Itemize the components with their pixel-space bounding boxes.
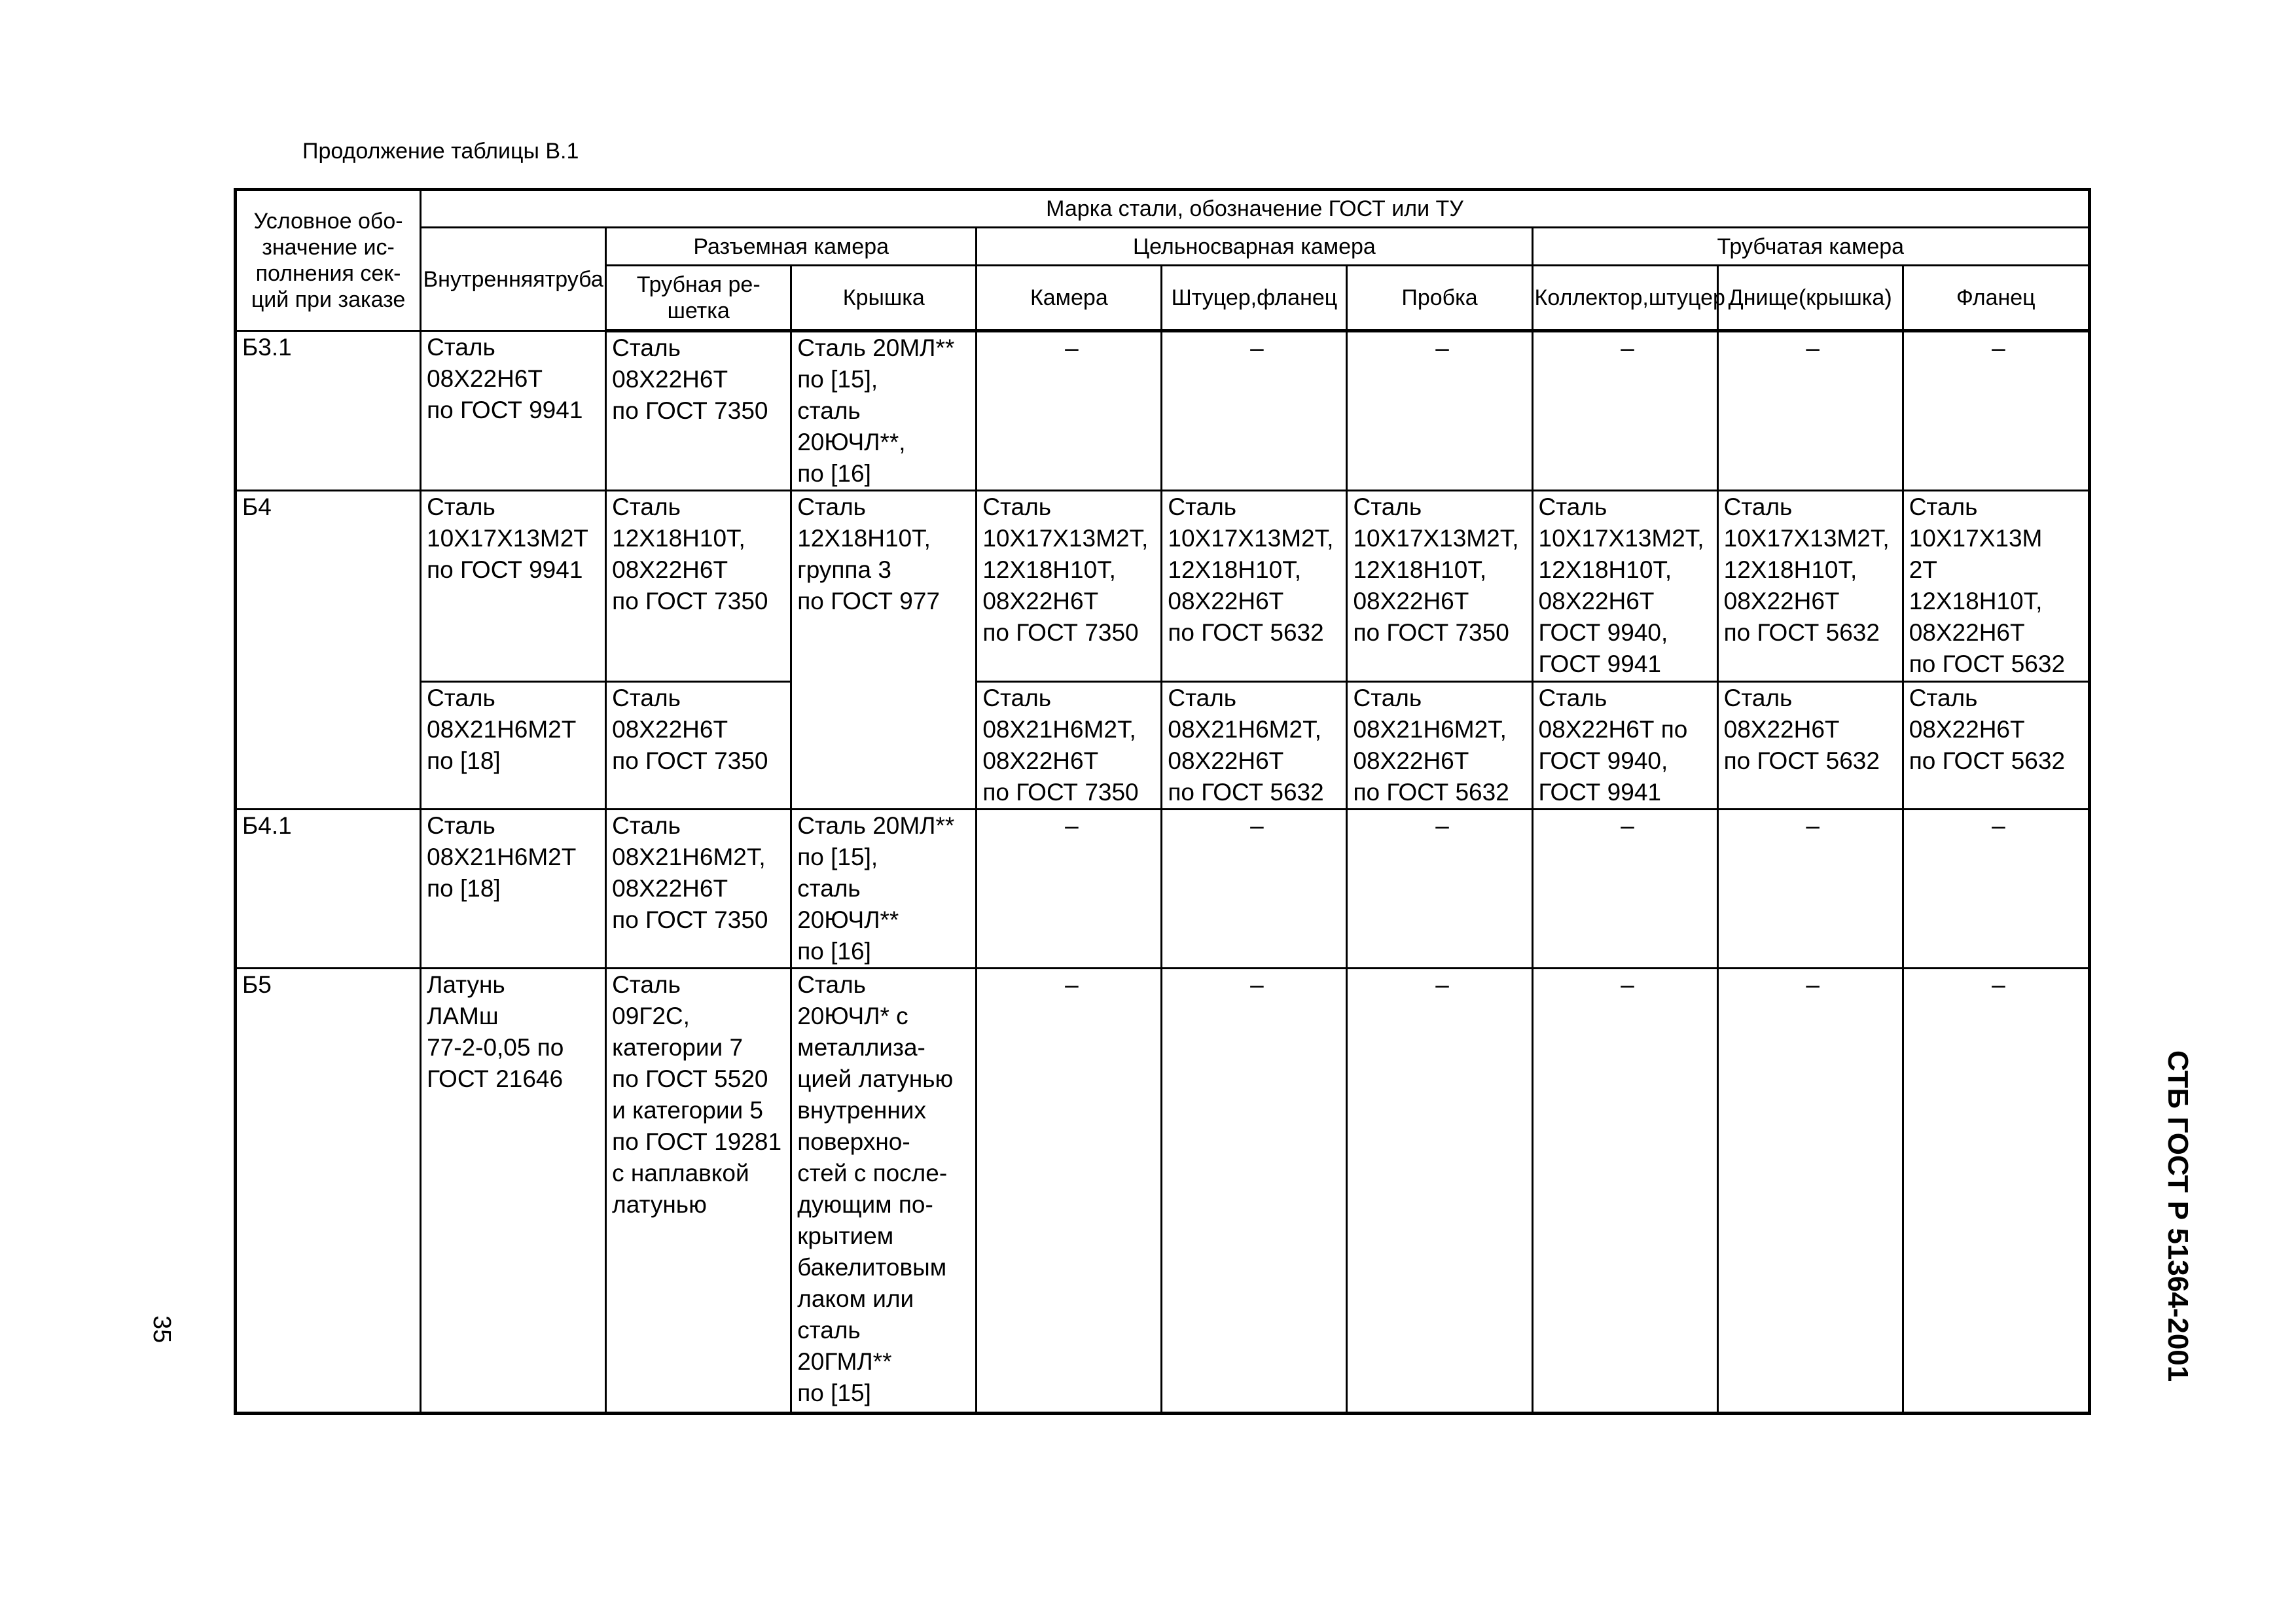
cell-line: по ГОСТ 5520 <box>612 1065 768 1092</box>
cell-line: Сталь <box>612 334 681 361</box>
cell-line: 08Х21Н6М2Т <box>427 716 577 743</box>
cell-line: 08Х22Н6Т <box>1353 747 1469 774</box>
cell-cover <box>791 810 977 969</box>
cell-dash: – <box>977 969 1162 1414</box>
steel-grades-table <box>234 188 2091 1415</box>
cell-line: Сталь <box>1353 685 1422 711</box>
cell-line: ГОСТ 9940, <box>1538 619 1668 646</box>
table-row <box>236 969 2090 1414</box>
cell-line: штуцер <box>1648 285 1725 310</box>
cell-line: ГОСТ 9940, <box>1538 747 1668 774</box>
cell-line: по [15], <box>797 366 878 393</box>
cell-line: по ГОСТ 9941 <box>427 397 583 423</box>
cell-tube-sheet <box>606 331 791 491</box>
cell-collector <box>1532 491 1717 682</box>
cell-tube-sheet <box>606 491 791 682</box>
cell-dash: – <box>1903 969 2089 1414</box>
header-designation <box>236 190 421 331</box>
cell-line: по ГОСТ 977 <box>797 588 940 615</box>
cell-line: 10Х17Х13М2Т, <box>1168 525 1334 552</box>
cell-line: 12Х18Н10Т, <box>982 556 1116 583</box>
cell-line: 08Х22Н6Т <box>1538 588 1655 615</box>
cell-line: 12Х18Н10Т, <box>1909 588 2043 615</box>
cell-flange <box>1903 491 2089 682</box>
cell-fitting-flange <box>1162 682 1347 810</box>
header-cover: Крышка <box>791 266 977 331</box>
cell-line: значение ис- <box>262 235 395 260</box>
cell-dash: – <box>1903 810 2089 969</box>
cell-inner-tube <box>421 331 606 491</box>
header-tube-sheet <box>606 266 791 331</box>
cell-line: по [16] <box>797 938 871 965</box>
cell-tube-sheet <box>606 810 791 969</box>
cell-line: по ГОСТ 5632 <box>1723 619 1880 646</box>
cell-line: Сталь <box>427 334 495 361</box>
cell-line: 08Х21Н6М2Т, <box>982 716 1136 743</box>
cell-line: 08Х22Н6Т <box>1909 716 2025 743</box>
cell-line: 10Х17Х13М <box>1909 525 2043 552</box>
header-flange: Фланец <box>1903 266 2089 331</box>
cell-line: по ГОСТ 5632 <box>1353 779 1509 806</box>
cell-line: поверхно- <box>797 1128 910 1155</box>
cell-line: 12Х18Н10Т, <box>1168 556 1302 583</box>
cell-line: Сталь 20МЛ** <box>797 812 955 839</box>
table-caption: Продолжение таблицы В.1 <box>302 139 579 164</box>
cell-line: Сталь <box>1909 685 1978 711</box>
cell-line: Сталь <box>612 493 681 520</box>
cell-line: 12Х18Н10Т, <box>612 525 745 552</box>
cell-line: Внутренняя <box>423 266 545 292</box>
cell-line: 08Х21Н6М2Т, <box>1168 716 1321 743</box>
cell-line: группа 3 <box>797 556 891 583</box>
cell-inner-tube <box>421 969 606 1414</box>
cell-line: ГОСТ 21646 <box>427 1065 564 1092</box>
cell-tube-sheet <box>606 682 791 810</box>
cell-line: 08Х22Н6Т по <box>1538 716 1688 743</box>
cell-dash: – <box>1717 810 1903 969</box>
cell-dash: – <box>1347 331 1532 491</box>
cell-line: Сталь <box>1723 685 1793 711</box>
cell-line: Коллектор, <box>1534 285 1649 310</box>
cell-line: Трубная ре- <box>636 272 761 297</box>
cell-line: по [18] <box>427 747 501 774</box>
header-welded-chamber: Цельносварная камера <box>977 228 1532 266</box>
cell-line: Сталь <box>797 971 866 998</box>
cell-dash: – <box>1717 331 1903 491</box>
cell-line: 08Х21Н6М2Т, <box>1353 716 1507 743</box>
cell-inner-tube <box>421 810 606 969</box>
cell-line: цией латунью <box>797 1065 954 1092</box>
cell-dash: – <box>1532 331 1717 491</box>
cell-line: по ГОСТ 5632 <box>1909 651 2066 677</box>
cell-line: Сталь <box>1168 493 1237 520</box>
cell-dash: – <box>1532 969 1717 1414</box>
cell-line: ций при заказе <box>251 287 406 312</box>
cell-line: Днище <box>1728 285 1799 310</box>
cell-dash: – <box>1347 969 1532 1414</box>
cell-line: по ГОСТ 5632 <box>1909 747 2066 774</box>
cell-line: по ГОСТ 7350 <box>612 397 768 424</box>
cell-cover <box>791 969 977 1414</box>
cell-dash: – <box>977 331 1162 491</box>
cell-line: Сталь <box>797 493 866 520</box>
cell-dash: – <box>977 810 1162 969</box>
cell-cover <box>791 331 977 491</box>
header-plug: Пробка <box>1347 266 1532 331</box>
cell-line: 20ГМЛ** <box>797 1348 892 1375</box>
cell-line: (крышка) <box>1798 285 1892 310</box>
cell-dash: – <box>1903 331 2089 491</box>
cell-line: сталь <box>797 397 861 424</box>
header-inner-tube <box>421 228 606 331</box>
cell-line: Сталь 20МЛ** <box>797 334 955 361</box>
cell-line: Условное обо- <box>253 209 403 234</box>
row-code: Б4.1 <box>236 810 421 969</box>
cell-line: 08Х21Н6М2Т <box>427 844 577 870</box>
cell-line: фланец <box>1257 285 1338 310</box>
cell-line: 2Т <box>1909 556 1937 583</box>
cell-line: дующим по- <box>797 1191 933 1218</box>
cell-line: полнения сек- <box>255 261 401 286</box>
table-row <box>236 810 2090 969</box>
cell-line: 10Х17Х13М2Т, <box>982 525 1149 552</box>
cell-line: Сталь <box>1723 493 1793 520</box>
cell-line: Латунь <box>427 971 505 998</box>
standard-designation: СТБ ГОСТ Р 51364-2001 <box>2162 1050 2194 1382</box>
cell-line: по ГОСТ 7350 <box>1353 619 1509 646</box>
cell-inner-tube <box>421 682 606 810</box>
cell-line: по [15], <box>797 844 878 870</box>
cell-line: 20ЮЧЛ**, <box>797 429 906 455</box>
cell-line: 08Х22Н6Т <box>1168 747 1284 774</box>
cell-line: по ГОСТ 9941 <box>427 556 583 583</box>
header-steel-grade: Марка стали, обозначение ГОСТ или ТУ <box>421 190 2090 228</box>
cell-line: Сталь <box>612 971 681 998</box>
cell-dash: – <box>1347 810 1532 969</box>
cell-line: 08Х22Н6Т <box>982 747 1099 774</box>
cell-line: Сталь <box>1538 685 1607 711</box>
cell-line: 08Х22Н6Т <box>1909 619 2025 646</box>
cell-inner-tube <box>421 491 606 682</box>
cell-line: ГОСТ 9941 <box>1538 651 1661 677</box>
cell-line: 08Х22Н6Т <box>1353 588 1469 615</box>
cell-bottom <box>1717 491 1903 682</box>
cell-line: Сталь <box>427 493 495 520</box>
cell-line: бакелитовым <box>797 1254 947 1281</box>
cell-line: лаком или <box>797 1285 914 1312</box>
cell-line: латунью <box>612 1191 707 1218</box>
cell-cover <box>791 491 977 810</box>
cell-line: ГОСТ 9941 <box>1538 779 1661 806</box>
row-code: Б5 <box>236 969 421 1414</box>
cell-line: Сталь <box>1353 493 1422 520</box>
cell-line: по ГОСТ 7350 <box>612 588 768 615</box>
page-number: 35 <box>148 1315 175 1344</box>
cell-flange <box>1903 682 2089 810</box>
cell-line: 20ЮЧЛ* с <box>797 1003 908 1029</box>
cell-line: по ГОСТ 7350 <box>982 779 1139 806</box>
cell-line: с наплавкой <box>612 1160 749 1186</box>
cell-line: по [18] <box>427 875 501 902</box>
header-tubular-chamber: Трубчатая камера <box>1532 228 2089 266</box>
cell-line: Сталь <box>612 685 681 711</box>
cell-chamber <box>977 682 1162 810</box>
cell-line: 10Х17Х13М2Т, <box>1353 525 1519 552</box>
row-code: Б3.1 <box>236 331 421 491</box>
cell-line: 12Х18Н10Т, <box>1353 556 1487 583</box>
table-row <box>236 682 2090 810</box>
cell-dash: – <box>1532 810 1717 969</box>
header-bottom-cover <box>1717 266 1903 331</box>
cell-plug <box>1347 682 1532 810</box>
cell-line: 10Х17Х13М2Т, <box>1538 525 1704 552</box>
cell-line: 08Х21Н6М2Т, <box>612 844 766 870</box>
cell-line: ЛАМш <box>427 1003 499 1029</box>
cell-line: 12Х18Н10Т, <box>1538 556 1672 583</box>
cell-line: 08Х22Н6Т <box>982 588 1099 615</box>
cell-chamber <box>977 491 1162 682</box>
cell-line: категории 7 <box>612 1034 744 1061</box>
cell-line: Сталь <box>427 685 495 711</box>
cell-plug <box>1347 491 1532 682</box>
table-row <box>236 491 2090 682</box>
cell-bottom <box>1717 682 1903 810</box>
cell-line: 08Х22Н6Т <box>612 716 728 743</box>
cell-line: по ГОСТ 7350 <box>982 619 1139 646</box>
cell-line: по ГОСТ 7350 <box>612 747 768 774</box>
cell-line: 08Х22Н6Т <box>1168 588 1284 615</box>
cell-line: и категории 5 <box>612 1097 764 1124</box>
cell-line: металлиза- <box>797 1034 925 1061</box>
cell-line: 08Х22Н6Т <box>612 366 728 393</box>
header-split-chamber: Разъемная камера <box>606 228 977 266</box>
header-chamber: Камера <box>977 266 1162 331</box>
cell-line: Сталь <box>982 493 1052 520</box>
cell-line: по [15] <box>797 1380 871 1406</box>
cell-line: стей с после- <box>797 1160 948 1186</box>
cell-line: по ГОСТ 5632 <box>1168 619 1324 646</box>
cell-fitting-flange <box>1162 491 1347 682</box>
cell-line: сталь <box>797 875 861 902</box>
cell-line: Сталь <box>1538 493 1607 520</box>
cell-line: 20ЮЧЛ** <box>797 906 899 933</box>
cell-dash: – <box>1162 810 1347 969</box>
cell-line: 12Х18Н10Т, <box>1723 556 1857 583</box>
row-code: Б4 <box>236 491 421 810</box>
cell-line: шетка <box>667 298 730 323</box>
cell-line: сталь <box>797 1317 861 1344</box>
cell-line: по ГОСТ 7350 <box>612 906 768 933</box>
cell-line: 77-2-0,05 по <box>427 1034 564 1061</box>
header-fitting-flange <box>1162 266 1347 331</box>
cell-dash: – <box>1162 969 1347 1414</box>
header-collector-fitting <box>1532 266 1725 331</box>
cell-line: 08Х22Н6Т <box>1723 716 1840 743</box>
cell-line: по ГОСТ 5632 <box>1168 779 1324 806</box>
cell-line: внутренних <box>797 1097 926 1124</box>
cell-line: 10Х17Х13М2Т, <box>1723 525 1890 552</box>
cell-collector <box>1532 682 1717 810</box>
cell-line: Штуцер, <box>1171 285 1257 310</box>
table-row <box>236 331 2090 491</box>
cell-line: по ГОСТ 5632 <box>1723 747 1880 774</box>
cell-line: 09Г2С, <box>612 1003 690 1029</box>
cell-line: Сталь <box>982 685 1052 711</box>
cell-line: 08Х22Н6Т <box>612 556 728 583</box>
cell-line: 12Х18Н10Т, <box>797 525 931 552</box>
cell-dash: – <box>1717 969 1903 1414</box>
cell-line: крытием <box>797 1222 894 1249</box>
cell-line: 08Х22Н6Т <box>612 875 728 902</box>
cell-line: 08Х22Н6Т <box>427 365 543 392</box>
cell-line: Сталь <box>612 812 681 839</box>
cell-line: Сталь <box>1168 685 1237 711</box>
cell-line: по ГОСТ 19281 <box>612 1128 782 1155</box>
cell-line: 08Х22Н6Т <box>1723 588 1840 615</box>
cell-tube-sheet <box>606 969 791 1414</box>
cell-line: Сталь <box>427 812 495 839</box>
cell-line: Сталь <box>1909 493 1978 520</box>
cell-dash: – <box>1162 331 1347 491</box>
cell-line: по [16] <box>797 460 871 487</box>
cell-line: труба <box>545 266 603 292</box>
cell-line: 10Х17Х13М2Т <box>427 525 588 552</box>
